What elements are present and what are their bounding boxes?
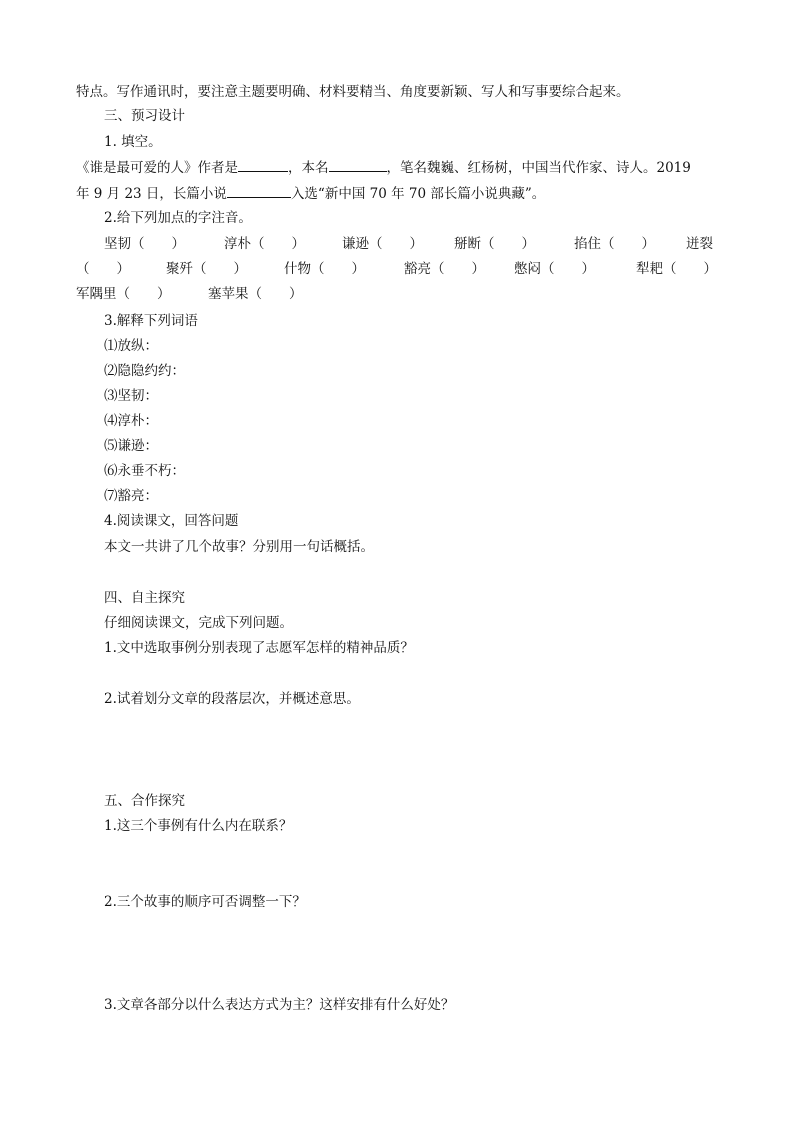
- section5-heading: 五、合作探究: [104, 793, 185, 809]
- realname-blank[interactable]: [329, 157, 387, 172]
- pinyin-term: 犁耙（ ）: [636, 261, 717, 277]
- q1-line2: [76, 183, 545, 204]
- vocab-item: ⑸谦逊：: [104, 438, 158, 454]
- section4-q1: 1.文中选取事例分别表现了志愿军怎样的精神品质？: [104, 640, 414, 656]
- section3-heading: 三、预习设计: [104, 108, 185, 124]
- q1-line2-b: 入选“新中国 70 年 70 部长篇小说典藏”。: [290, 186, 546, 202]
- vocab-item: ⑹永垂不朽：: [104, 463, 185, 479]
- section4-intro: 仔细阅读课文，完成下列问题。: [104, 615, 293, 631]
- q1-title: 1. 填空。: [104, 134, 162, 150]
- q1-line1-a: 《谁是最可爱的人》作者是: [76, 160, 238, 176]
- vocab-item: ⑵隐隐约约：: [104, 363, 185, 379]
- pinyin-term: 什物（ ）: [284, 261, 365, 277]
- intro-tail: 特点。写作通讯时，要注意主题要明确、材料要精当、角度要新颖、写人和写事要综合起来。: [76, 84, 630, 100]
- section5-q1: 1.这三个事例有什么内在联系？: [104, 818, 293, 834]
- vocab-item: ⑺豁亮：: [104, 488, 158, 504]
- pinyin-term: 掐住（ ）: [574, 236, 655, 252]
- q1-line1-c: ，笔名魏巍、红杨树，中国当代作家、诗人。2019: [386, 160, 691, 176]
- section5-q3: 3.文章各部分以什么表达方式为主？这样安排有什么好处？: [104, 997, 455, 1013]
- pinyin-term: 掰断（ ）: [454, 236, 535, 252]
- pinyin-term: （ ）: [76, 261, 130, 277]
- q1-line1-b: ，本名: [288, 160, 329, 176]
- q4-text: 本文一共讲了几个故事？分别用一句话概括。: [104, 539, 374, 555]
- q3-title: 3.解释下列词语: [104, 313, 198, 329]
- q1-line1: [76, 157, 691, 178]
- pinyin-term: 聚歼（ ）: [166, 261, 247, 277]
- pinyin-term: 谦逊（ ）: [342, 236, 423, 252]
- pinyin-term: 塞苹果（ ）: [208, 286, 303, 302]
- section4-heading: 四、自主探究: [104, 590, 185, 606]
- pinyin-term: 淳朴（ ）: [224, 236, 305, 252]
- section5-q2: 2.三个故事的顺序可否调整一下？: [104, 894, 306, 910]
- pinyin-term: 憋闷（ ）: [514, 261, 595, 277]
- q1-line2-a: 年 9 月 23 日，长篇小说: [76, 186, 227, 202]
- vocab-item: ⑶坚韧：: [104, 388, 158, 404]
- author-blank[interactable]: [238, 157, 288, 172]
- q4-title: 4.阅读课文，回答问题: [104, 513, 239, 529]
- pinyin-term: 坚韧（ ）: [104, 236, 185, 252]
- vocab-item: ⑴放纵：: [104, 338, 158, 354]
- pinyin-term: 迸裂: [686, 236, 713, 252]
- q2-title: 2.给下列加点的字注音。: [104, 210, 252, 226]
- vocab-item: ⑷淳朴：: [104, 413, 158, 429]
- section4-q2: 2.试着划分文章的段落层次，并概述意思。: [104, 691, 360, 707]
- pinyin-term: 军隅里（ ）: [76, 286, 171, 302]
- novel-blank[interactable]: [227, 183, 291, 198]
- pinyin-term: 豁亮（ ）: [404, 261, 485, 277]
